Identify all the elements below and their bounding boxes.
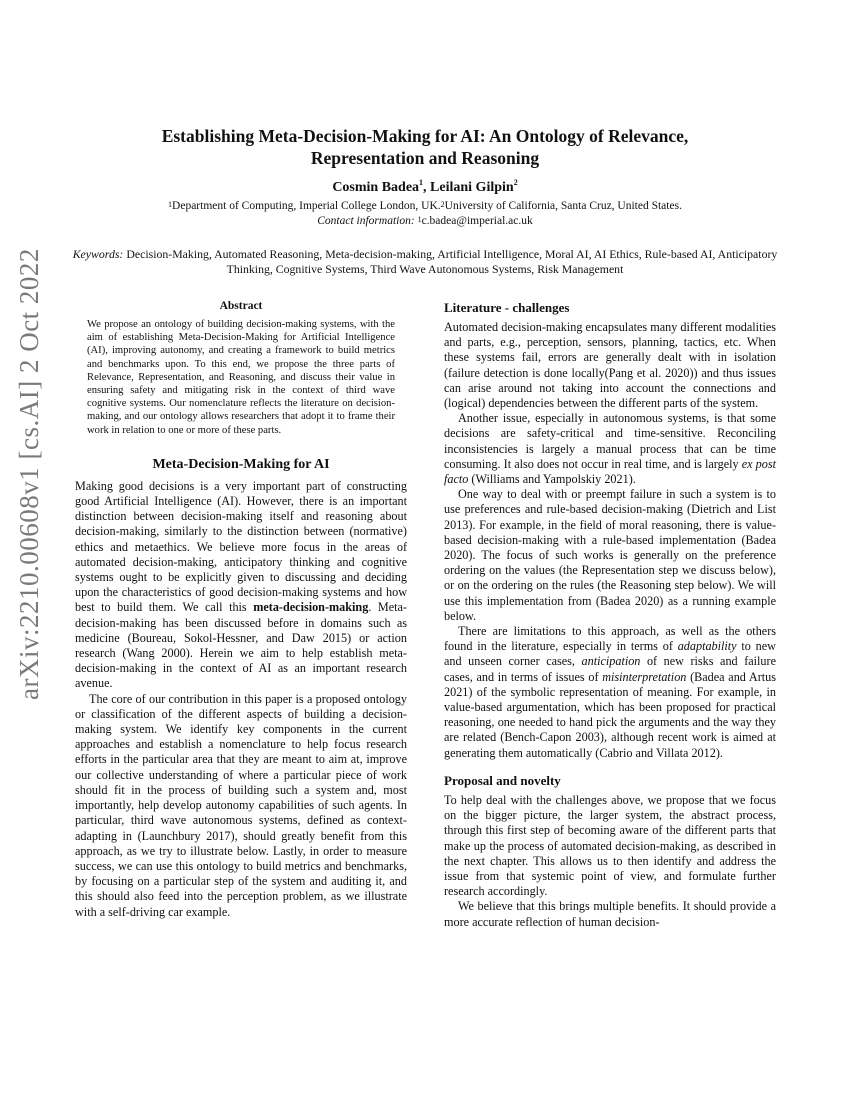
author-1: Cosmin Badea <box>332 180 420 195</box>
affiliation-2: University of California, Santa Cruz, United States. <box>444 200 682 212</box>
paragraph: We believe that this brings multiple benefits. It should provide a more accurate reflection of human decision- <box>444 899 776 929</box>
keywords-text: Decision-Making, Automated Reasoning, Meta-decision-making, Artificial Intelligence, Moral AI, AI Ethics, Rule-based AI, Anticipatory Thinking, Cognitive Systems, Third Wave Autonomous Systems, Risk Management <box>126 247 778 276</box>
contact-email[interactable]: c.badea@imperial.ac.uk <box>421 215 533 227</box>
author-2-sup: 2 <box>513 178 518 187</box>
italic-term: anticipation <box>581 654 641 669</box>
left-column <box>75 300 407 920</box>
author-1-sup: 1 <box>419 178 424 187</box>
paragraph-text: Making good decisions is a very important part of constructing good Artificial Intelligence (AI). However, there is an important distinction between decision-making itself and reasoning about decision-making, similarly to the distinction between (normative) ethics and metaethics. We believe more focus in the areas of automated decision-making, anticipatory thinking and cognitive systems ought to be explicitly given to discussing and deciding upon the characteristics of good decision-making systems and how best to build them. We call this <box>75 478 407 615</box>
abstract-heading: Abstract <box>219 300 263 312</box>
paragraph-text: (Williams and Yampolskiy 2021). <box>468 472 636 487</box>
paragraph-text: Another issue, especially in autonomous systems, is that some decisions are safety-critical and time-sensitive. Reconciling inconsistencies is largely a manual process that can be time consuming. It also does not occur in real time, and is largely <box>444 411 776 471</box>
paragraph: The core of our contribution in this paper is a proposed ontology or classification of the different aspects of building a decision-making system. We identify key components in the current approaches and establish a nomenclature to help focus research efforts in the particular area that they are meant to aim at, improve our collective understanding of where a particular piece of work should fit in the process of building such a system and, most importantly, help develop autonomy capabilities of such agents. In particular, third wave autonomous systems, defined as context-adapting in (Launchbury 2017), should greatly benefit from this approach, as we try to illustrate below. Lastly, in order to measure success, we can use this ontology to build metrics and benchmarks, by focusing on a particular step of the system and auditing it, and this should also feed into the perception problem, as we illustrate with a self-driving car example. <box>75 691 407 919</box>
title-line-2: Representation and Reasoning <box>310 148 540 168</box>
paragraph: One way to deal with or preempt failure in such a system is to use preferences and rule-based decision-making (Dietrich and List 2013). For example, in the field of moral reasoning, there is value-based decision-making with a rule-based implementation (Badea 2020). The focus of such works is generally on the preference ordering on the values (the Representation step we discuss below), or on the ordering on the rules (the Reasoning step below). We will use this implementation from (Badea 2020) as a running example below. <box>444 487 776 623</box>
paragraph-text: . Meta-decision-making has been discussed before in domains such as medicine (Boureau, Sokol-Hessner, and Daw 2015) or action research (Wang 2000). Herein we aim to help establish meta-decision-making in the context of AI as an important research avenue. <box>75 600 407 691</box>
paragraph-text: to new and unseen corner cases, <box>444 639 776 669</box>
arxiv-identifier: arXiv:2210.00608v1 [cs.AI] 2 Oct 2022 <box>14 248 44 700</box>
affiliation-1: Department of Computing, Imperial College London, UK. <box>172 200 441 212</box>
author-separator: , <box>423 180 431 195</box>
section-heading-literature: Literature - challenges <box>444 300 570 315</box>
paragraph-text: of new risks and failure cases, and in terms of issues of <box>444 654 776 684</box>
title-line-1: Establishing Meta-Decision-Making for AI: An Ontology of Relevance, <box>161 126 689 146</box>
paragraph <box>444 411 776 487</box>
keywords-label: Keywords: <box>72 247 124 261</box>
paragraph <box>75 479 407 692</box>
paper-title <box>80 125 770 169</box>
section-heading-meta-decision-making: Meta-Decision-Making for AI <box>152 456 330 472</box>
italic-term: adaptability <box>677 639 737 654</box>
paragraph-text: (Badea and Artus 2021) of the symbolic representation of meaning. For example, in value-based argumentation, which has been proposed for practical reasoning, one needed to hand pick the arguments and the way they are related (Bench-Capon 2003), although recent work is aimed at generating them automatically (Cabrio and Villata 2012). <box>444 669 776 760</box>
affil-sup-1: 1 <box>168 200 173 209</box>
italic-term: ex post facto <box>444 456 776 487</box>
keywords <box>70 247 780 277</box>
paragraph <box>444 624 776 761</box>
paragraph-text: There are limitations to this approach, as well as the others found in the literature, especially in terms of <box>444 624 776 654</box>
author-list <box>80 180 770 196</box>
abstract-text: We propose an ontology of building decision-making systems, with the aim of establishing Meta-Decision-Making for Artificial Intelligence (AI), improving autonomy, and creating a framework to build metrics and benchmarks upon. To this end, we propose the three parts of Relevance, Representation, and Reasoning, and discuss their value in ensuring safety and mitigating risk in the context of third wave cognitive systems. Our nomenclature reflects the literature on decision-making, and our ontology allows researchers that adopt it to frame their work in relation to one or more of these parts. <box>87 319 395 436</box>
affiliations <box>60 199 790 229</box>
paragraph: Automated decision-making encapsulates many different modalities and parts, e.g., perception, sensors, planning, tactics, etc. When these systems fail, errors are generally dealt with in isolation (failure detection is done locally(Pang et al. 2020)) and thus issues can arise around not taking into account the connections and (logical) dependencies between the different parts of the system. <box>444 320 776 411</box>
right-column <box>444 300 776 930</box>
paragraph: To help deal with the challenges above, we propose that we focus on the bigger picture, the larger system, the abstract process, through this first step of becoming aware of the different parts that make up the process of automated decision-making, as described in the next chapter. This allows us to then identify and address the issue from that systemic point of view, and formulate further research accordingly. <box>444 792 776 899</box>
author-2: Leilani Gilpin <box>430 180 514 195</box>
affil-sup-2: 2 <box>440 200 445 209</box>
contact-label: Contact information: <box>317 215 415 227</box>
section-heading-proposal: Proposal and novelty <box>444 772 561 788</box>
contact-sup: 1 <box>417 215 422 224</box>
bold-term: meta-decision-making <box>253 600 369 615</box>
italic-term: misinterpretation <box>602 669 687 684</box>
